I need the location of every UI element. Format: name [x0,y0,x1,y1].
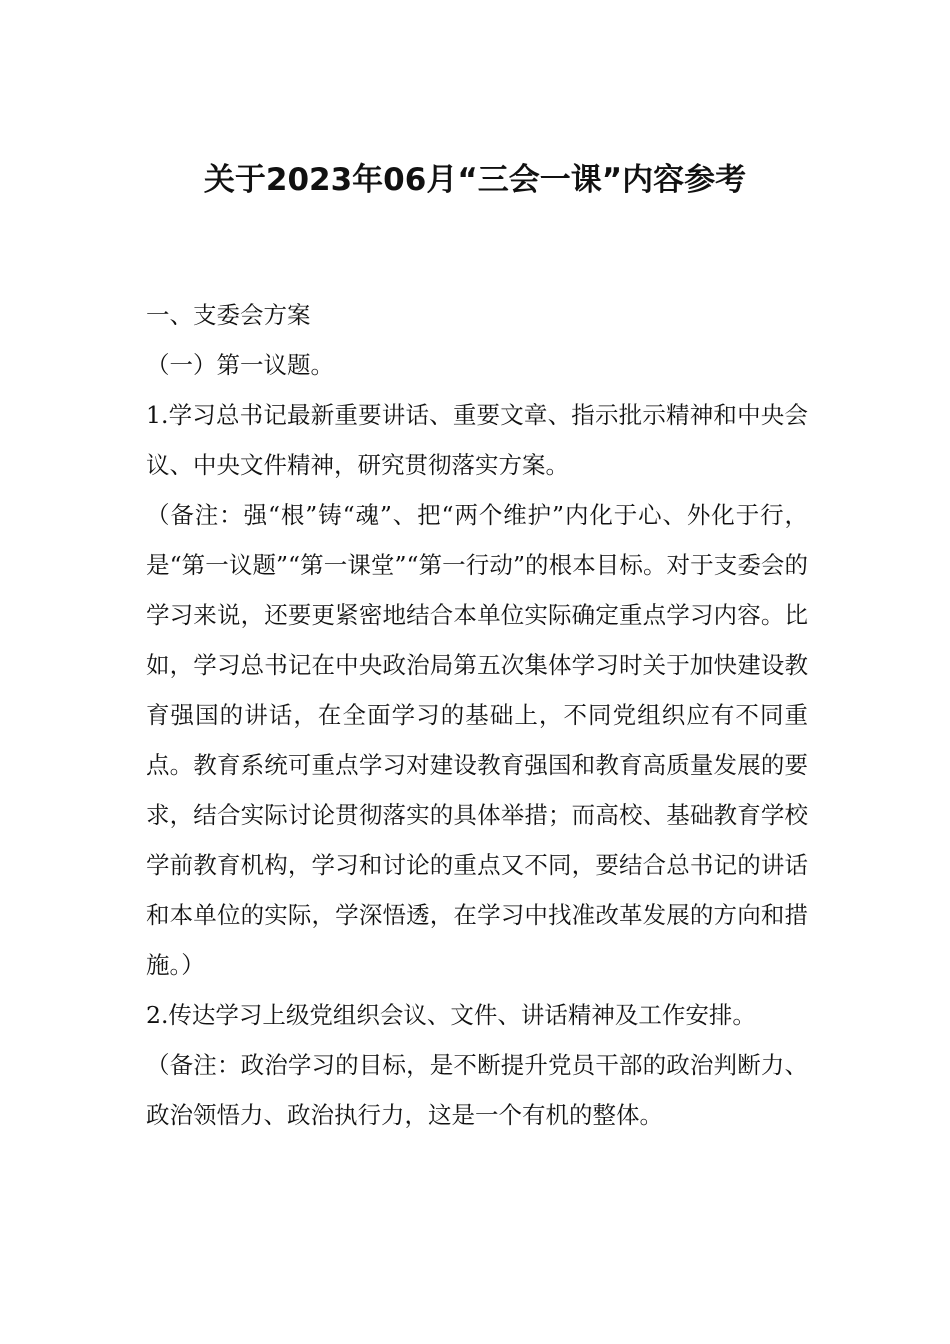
paragraph-item-2-note: （备注：政治学习的目标，是不断提升党员干部的政治判断力、政治领悟力、政治执行力，这是一个有机的整体。 [146,1051,808,1129]
document-body [146,290,808,1140]
paragraph-item-1-note: （备注：强“根”铸“魂”、把“两个维护”内化于心、外化于行，是“第一议题”“第一课堂”“第一行动”的根本目标。对于支委会的学习来说，还要更紧密地结合本单位实际确定重点学习内容。比如，学习总书记在中央政治局第五次集体学习时关于加快建设教育强国的讲话，在全面学习的基础上，不同党组织应有不同重点。教育系统可重点学习对建设教育强国和教育高质量发展的要求，结合实际讨论贯彻落实的具体举措；而高校、基础教育学校学前教育机构，学习和讨论的重点又不同，要结合总书记的讲话和本单位的实际，学深悟透，在学习中找准改革发展的方向和措施。） [146,501,808,979]
paragraph-item-2: 2.传达学习上级党组织会议、文件、讲话精神及工作安排。 [146,1001,756,1029]
section-heading: 一、支委会方案 [146,301,311,329]
paragraph-item-1: 1.学习总书记最新重要讲话、重要文章、指示批示精神和中央会议、中央文件精神，研究贯彻落实方案。 [146,401,808,479]
document-title: 关于2023年06月“三会一课”内容参考 [203,162,747,198]
subsection-heading: （一）第一议题。 [146,351,334,379]
